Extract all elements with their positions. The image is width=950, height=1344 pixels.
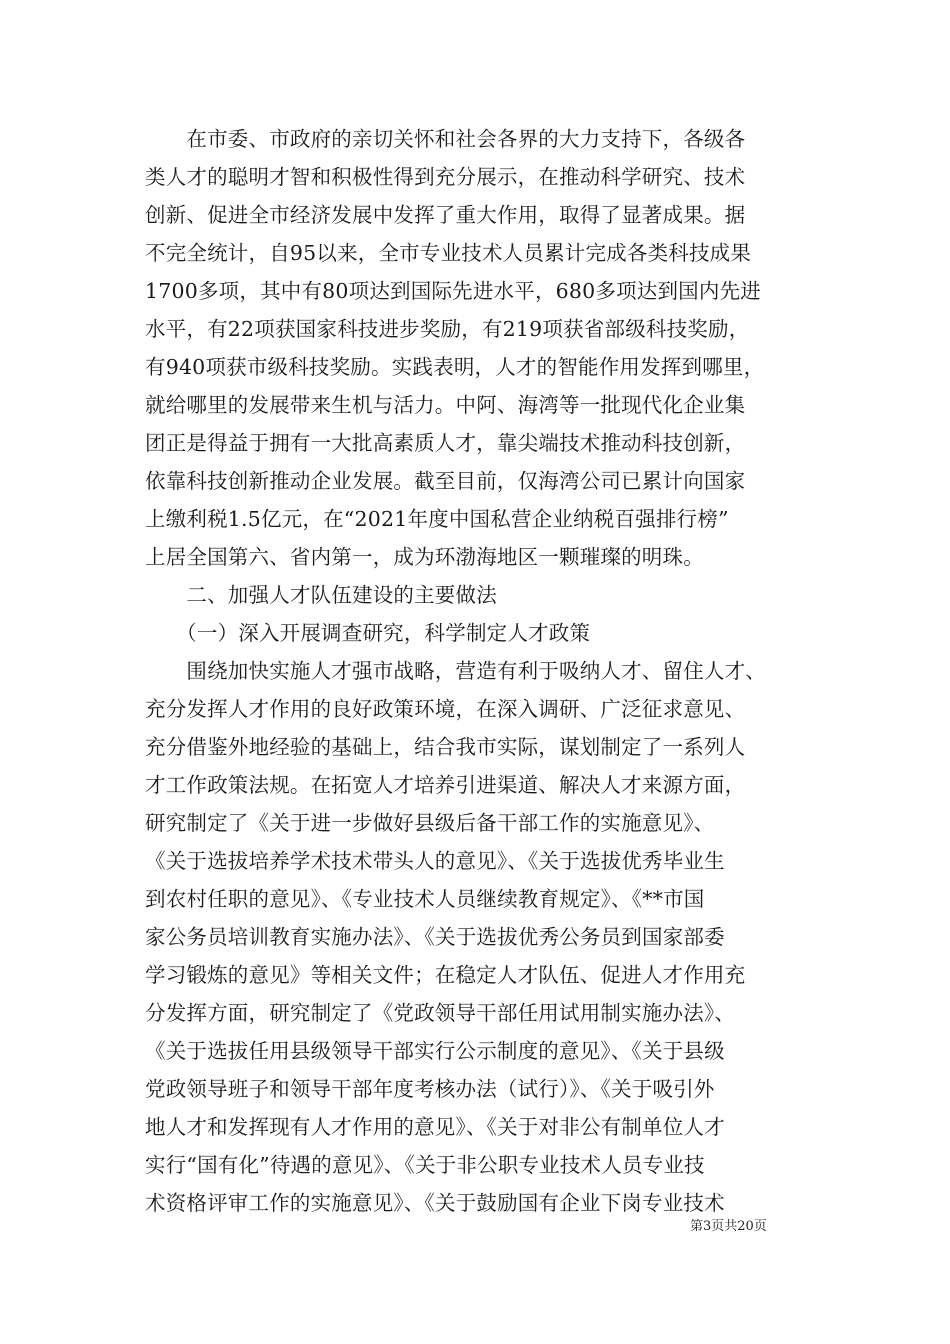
section-heading: 二、加强人才队伍建设的主要做法 xyxy=(145,583,497,607)
paragraph-line: 实行“国有化”待遇的意见》、《关于非公职专业技术人员专业技 xyxy=(145,1153,705,1177)
paragraph-line: 党政领导班子和领导干部年度考核办法（试行）》、《关于吸引外 xyxy=(145,1077,715,1101)
paragraph-line: 地人才和发挥现有人才作用的意见》、《关于对非公有制单位人才 xyxy=(145,1115,725,1139)
paragraph-line: 学习锻炼的意见》等相关文件；在稳定人才队伍、促进人才作用充 xyxy=(145,963,746,987)
paragraph-line: 有940项获市级科技奖励。实践表明，人才的智能作用发挥到哪里， xyxy=(145,355,765,379)
paragraph-line: 就给哪里的发展带来生机与活力。中阿、海湾等一批现代化企业集 xyxy=(145,393,746,417)
subsection-heading: （一）深入开展调查研究，科学制定人才政策 xyxy=(145,621,591,645)
paragraph-line: 才工作政策法规。在拓宽人才培养引进渠道、解决人才来源方面， xyxy=(145,773,746,797)
paragraph-line: 创新、促进全市经济发展中发挥了重大作用，取得了显著成果。据 xyxy=(145,203,746,227)
paragraph-line: 术资格评审工作的实施意见》、《关于鼓励国有企业下岗专业技术 xyxy=(145,1191,725,1215)
page-number-footer: 第3页共20页 xyxy=(690,1219,767,1234)
paragraph-line: 《关于选拔培养学术技术带头人的意见》、《关于选拔优秀毕业生 xyxy=(145,849,725,873)
paragraph-line: 上居全国第六、省内第一，成为环渤海地区一颗璀璨的明珠。 xyxy=(145,545,704,569)
paragraph-line: 依靠科技创新推动企业发展。截至目前，仅海湾公司已累计向国家 xyxy=(145,469,746,493)
paragraph-line: 类人才的聪明才智和积极性得到充分展示，在推动科学研究、技术 xyxy=(145,165,746,189)
paragraph-line: 在市委、市政府的亲切关怀和社会各界的大力支持下，各级各 xyxy=(145,127,746,151)
paragraph-line: 家公务员培训教育实施办法》、《关于选拔优秀公务员到国家部委 xyxy=(145,925,725,949)
paragraph-line: 充分借鉴外地经验的基础上，结合我市实际，谋划制定了一系列人 xyxy=(145,735,746,759)
paragraph-line: 分发挥方面，研究制定了《党政领导干部任用试用制实施办法》、 xyxy=(145,1001,736,1025)
paragraph-line: 到农村任职的意见》、《专业技术人员继续教育规定》、《**市国 xyxy=(145,887,705,911)
paragraph-line: 上缴利税1.5亿元，在“2021年度中国私营企业纳税百强排行榜” xyxy=(145,507,729,531)
paragraph-line: 充分发挥人才作用的良好政策环境，在深入调研、广泛征求意见、 xyxy=(145,697,746,721)
paragraph-line: 研究制定了《关于进一步做好县级后备干部工作的实施意见》、 xyxy=(145,811,715,835)
paragraph-line: 团正是得益于拥有一大批高素质人才，靠尖端技术推动科技创新， xyxy=(145,431,746,455)
paragraph-line: 1700多项，其中有80项达到国际先进水平，680多项达到国内先进 xyxy=(145,279,761,303)
paragraph-line: 《关于选拔任用县级领导干部实行公示制度的意见》、《关于县级 xyxy=(145,1039,725,1063)
paragraph-line: 围绕加快实施人才强市战略，营造有利于吸纳人才、留住人才、 xyxy=(145,659,766,683)
paragraph-line: 水平，有22项获国家科技进步奖励，有219项获省部级科技奖励， xyxy=(145,317,750,341)
paragraph-line: 不完全统计，自95以来，全市专业技术人员累计完成各类科技成果 xyxy=(145,241,752,265)
